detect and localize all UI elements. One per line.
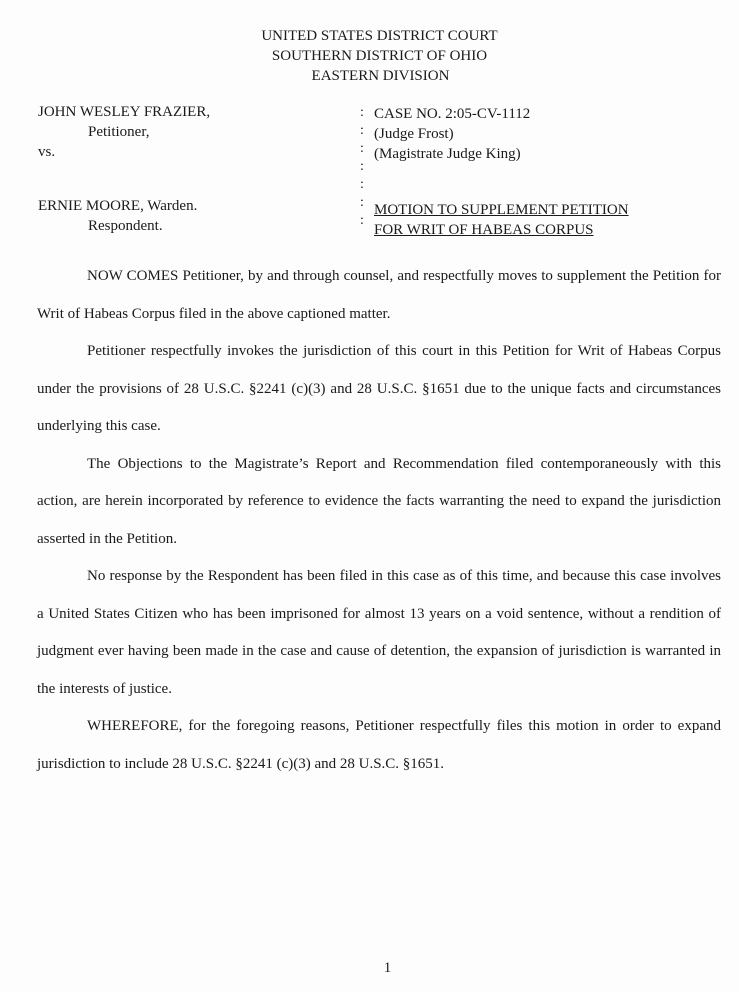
body-paragraph: No response by the Respondent has been filed in this case as of this time, and because this case involves a United States Citizen who has been imprisoned for almost 13 years on a void sentence, without a rendition of judgment ever having been made in the case and cause of detention, the expansion of jurisdiction is warranted in the interests of justice. xyxy=(37,568,721,697)
motion-body xyxy=(37,258,721,783)
court-district: SOUTHERN DISTRICT OF OHIO xyxy=(271,48,488,64)
body-paragraph: NOW COMES Petitioner, by and through counsel, and respectfully moves to supplement the Petition for Writ of Habeas Corpus filed in the above captioned matter. xyxy=(37,268,721,322)
body-paragraph: The Objections to the Magistrate’s Report and Recommendation filed contemporaneously with this action, are herein incorporated by reference to evidence the facts warranting the need to expand the jurisdiction asserted in the Petition. xyxy=(37,455,721,547)
court-name: UNITED STATES DISTRICT COURT xyxy=(261,28,498,44)
motion-title-line-2: FOR WRIT OF HABEAS CORPUS xyxy=(374,222,594,238)
motion-title-line-1: MOTION TO SUPPLEMENT PETITION xyxy=(374,202,629,218)
body-paragraph: Petitioner respectfully invokes the jurisdiction of this court in this Petition for Writ of Habeas Corpus under the provisions of 28 U.S.C. §2241 (c)(3) and 28 U.S.C. §1651 due to the unique facts and circumstances underlying this case. xyxy=(37,343,721,434)
petitioner-role: Petitioner, xyxy=(88,124,150,140)
respondent-name: ERNIE MOORE, Warden. xyxy=(38,198,198,214)
page-number: 1 xyxy=(383,960,392,976)
body-paragraph: WHEREFORE, for the foregoing reasons, Petitioner respectfully files this motion in order to expand jurisdiction to include 28 U.S.C. §2241 (c)(3) and 28 U.S.C. §1651. xyxy=(37,718,721,772)
caption-case-info xyxy=(374,104,629,240)
caption-divider: : : : : : : : xyxy=(360,105,364,228)
versus-label: vs. xyxy=(38,144,56,160)
respondent-role: Respondent. xyxy=(88,218,163,234)
judge-name: (Judge Frost) xyxy=(374,126,454,142)
case-number: CASE NO. 2:05-CV-1112 xyxy=(374,106,531,122)
court-header xyxy=(0,26,739,86)
caption-spacer xyxy=(38,162,210,196)
magistrate-judge-name: (Magistrate Judge King) xyxy=(374,146,521,162)
caption-parties xyxy=(38,102,210,236)
petitioner-name: JOHN WESLEY FRAZIER, xyxy=(38,104,211,120)
court-division: EASTERN DIVISION xyxy=(311,68,450,84)
